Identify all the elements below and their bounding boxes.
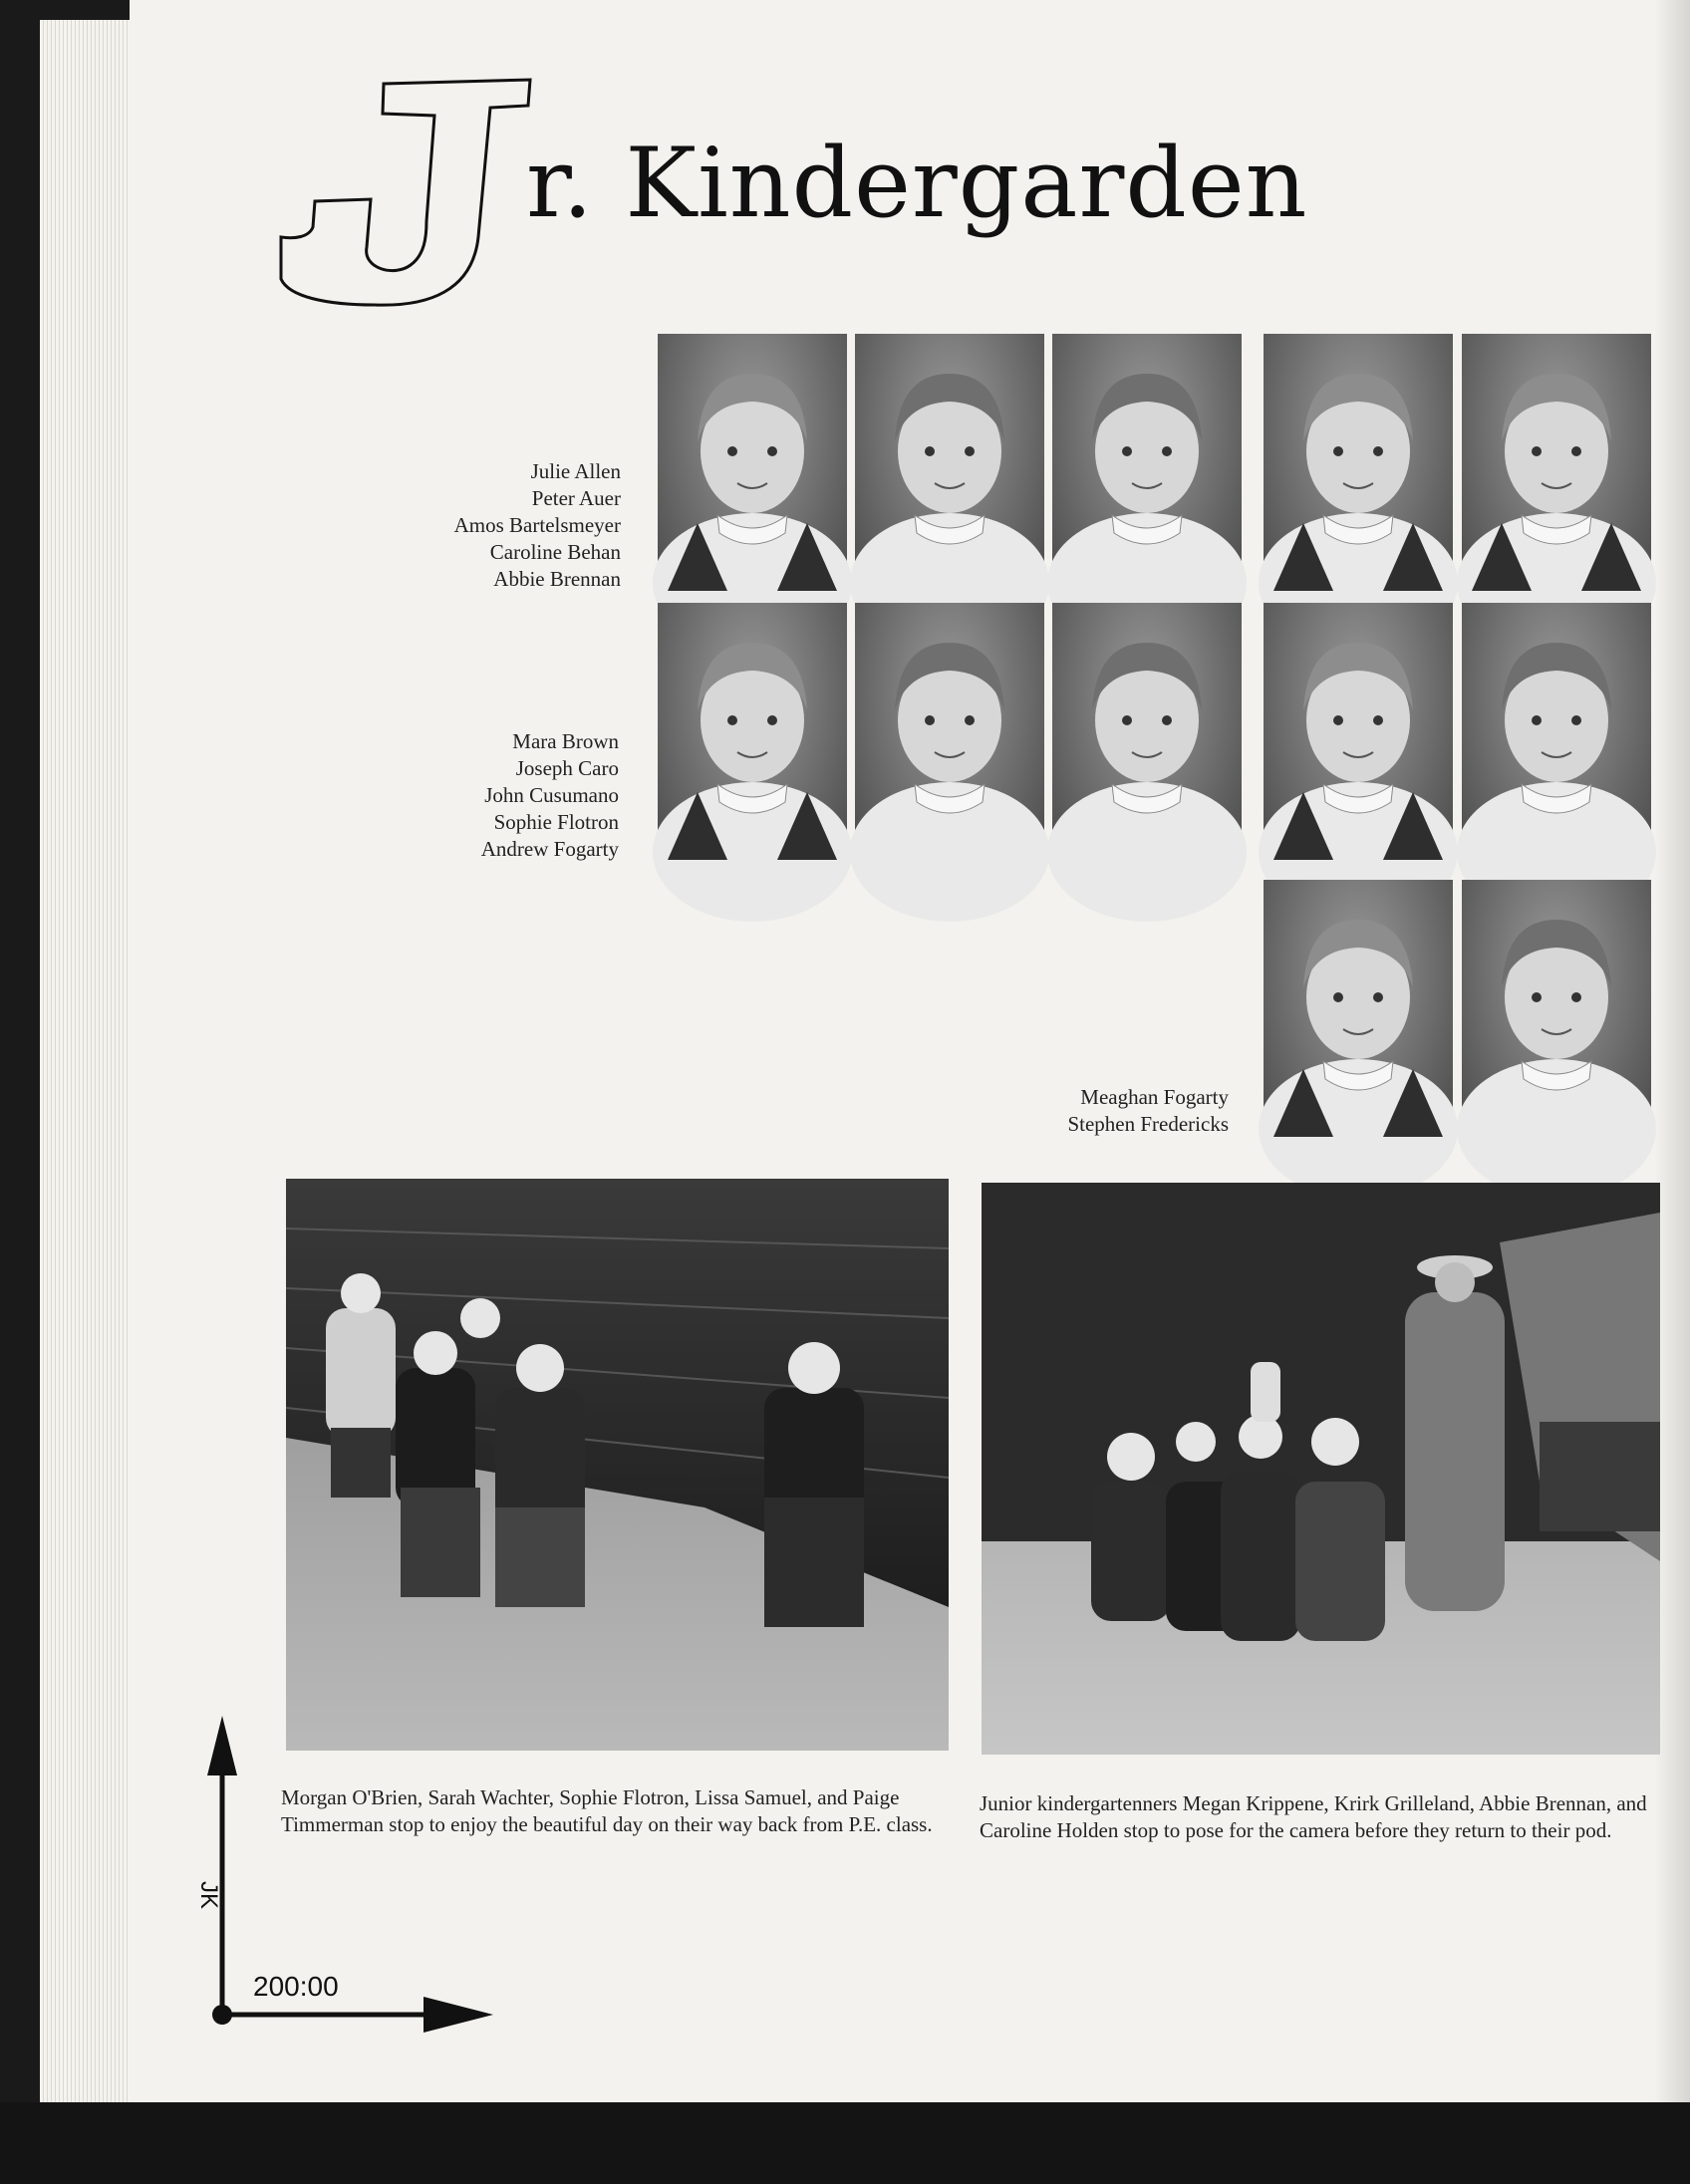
name-list-row2 — [481, 728, 619, 863]
student-portrait — [1462, 334, 1651, 591]
photo-caption-right: Junior kindergartenners Megan Krippene, Krirk Grilleland, Abbie Brennan, and Caroline Holden stop to pose for the camera before they return to their pod. — [980, 1791, 1647, 1842]
student-portrait — [658, 603, 847, 860]
page-number: 200:00 — [253, 1971, 339, 2002]
student-name: Julie Allen — [530, 459, 621, 483]
student-name: Joseph Caro — [515, 756, 619, 780]
folio-section-label: JK — [195, 1881, 222, 1910]
student-name: Stephen Fredericks — [1067, 1112, 1229, 1136]
student-portrait — [855, 603, 1044, 860]
student-name: Mara Brown — [512, 729, 619, 753]
student-portrait — [855, 334, 1044, 591]
student-portrait — [1052, 603, 1242, 860]
page-title: r. Kindergarden — [526, 128, 1308, 239]
student-name: Sophie Flotron — [493, 810, 619, 834]
name-list-row1 — [454, 458, 621, 593]
student-portrait — [1462, 880, 1651, 1137]
student-portrait — [1264, 603, 1453, 860]
student-portrait — [1264, 880, 1453, 1137]
scan-bottom-band — [0, 2102, 1690, 2184]
name-list-row3 — [1067, 1084, 1229, 1138]
title-initial-j — [279, 70, 538, 319]
student-name: Meaghan Fogarty — [1080, 1085, 1229, 1109]
student-name: Andrew Fogarty — [480, 837, 619, 861]
student-name: Caroline Behan — [489, 540, 621, 564]
student-portrait — [658, 334, 847, 591]
student-name: Abbie Brennan — [493, 567, 621, 591]
candid-photo-left — [286, 1179, 949, 1751]
student-portrait — [1052, 334, 1242, 591]
student-name: John Cusumano — [484, 783, 619, 807]
photo-caption-left: Morgan O'Brien, Sarah Wachter, Sophie Flotron, Lissa Samuel, and Paige Timmerman stop to enjoy the beautiful day on their way back from P.E. class. — [281, 1785, 933, 1836]
student-portrait — [1462, 603, 1651, 860]
student-name: Peter Auer — [531, 486, 621, 510]
candid-photo-right — [982, 1183, 1660, 1755]
student-portrait — [1264, 334, 1453, 591]
gutter-shadow — [1654, 0, 1690, 2102]
folio-arrow-icon — [199, 1716, 498, 2045]
student-name: Amos Bartelsmeyer — [453, 513, 621, 537]
